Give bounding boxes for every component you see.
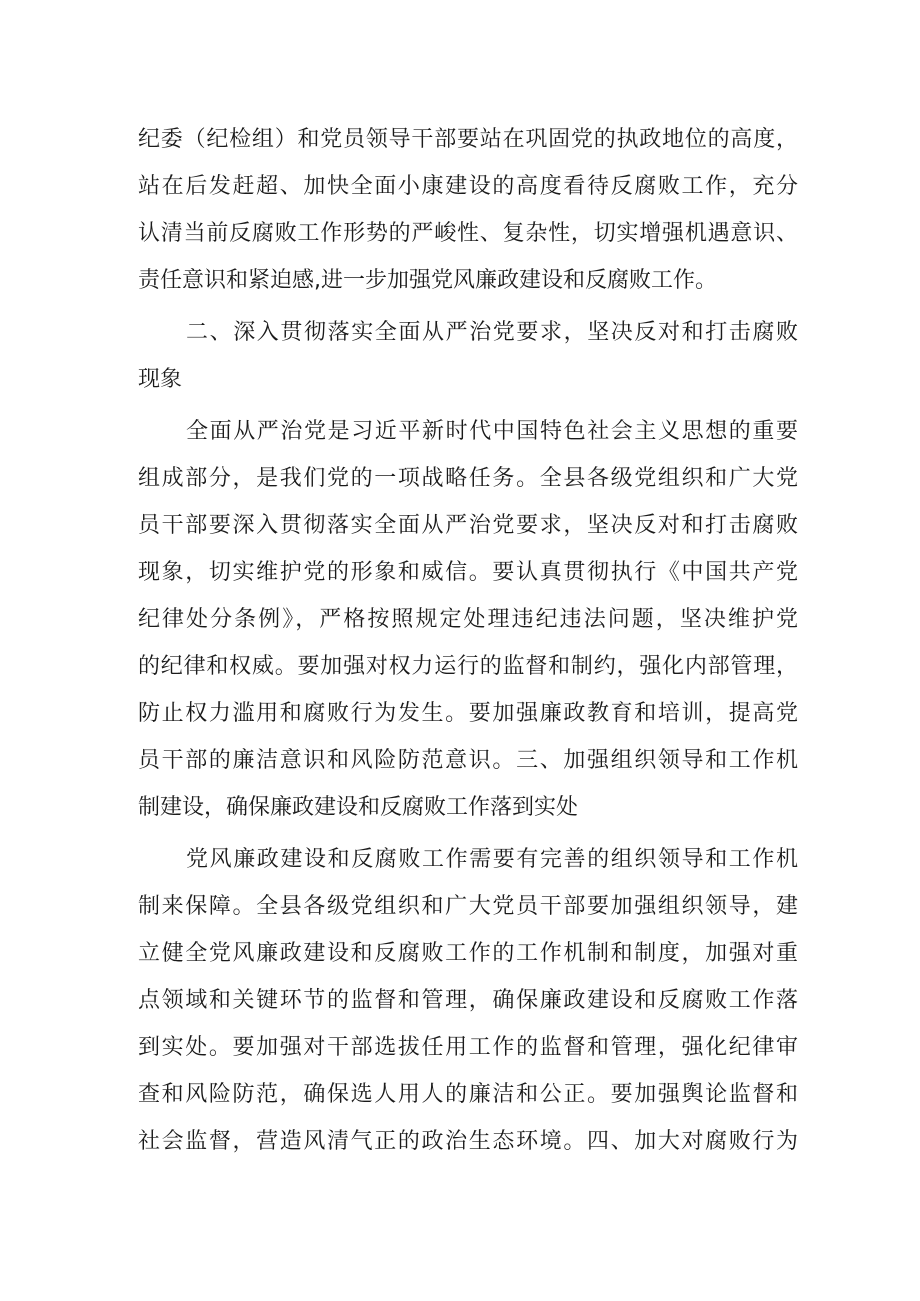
text-line: 的纪律和权威。要加强对权力运行的监督和制约，强化内部管理，	[138, 654, 798, 679]
text-line: 纪律处分条例》，严格按照规定处理违纪违法问题，坚决维护党	[138, 607, 798, 632]
text-line: 纪委（纪检组）和党员领导干部要站在巩固党的执政地位的高度，	[138, 127, 798, 152]
text-line: 制建设，确保廉政建设和反腐败工作落到实处	[138, 795, 579, 820]
text-line: 点领域和关键环节的监督和管理，确保廉政建设和反腐败工作落	[138, 988, 798, 1013]
text-line: 现象，切实维护党的形象和威信。要认真贯彻执行《中国共产党	[138, 560, 798, 585]
text-line: 责任意识和紧迫感,进一步加强党风廉政建设和反腐败工作。	[138, 268, 717, 293]
text-line: 党风廉政建设和反腐败工作需要有完善的组织领导和工作机	[186, 847, 798, 872]
section-heading-line: 现象	[138, 367, 183, 392]
section-heading-line: 二、深入贯彻落实全面从严治党要求，坚决反对和打击腐败	[186, 320, 798, 345]
text-line: 全面从严治党是习近平新时代中国特色社会主义思想的重要	[186, 419, 798, 444]
text-line: 组成部分，是我们党的一项战略任务。全县各级党组织和广大党	[138, 466, 798, 491]
text-line: 立健全党风廉政建设和反腐败工作的工作机制和制度，加强对重	[138, 941, 798, 966]
text-line: 员干部的廉洁意识和风险防范意识。三、加强组织领导和工作机	[138, 748, 798, 773]
text-line: 查和风险防范，确保选人用人的廉洁和公正。要加强舆论监督和	[138, 1082, 798, 1107]
text-line: 防止权力滥用和腐败行为发生。要加强廉政教育和培训，提高党	[138, 701, 798, 726]
text-line: 到实处。要加强对干部选拔任用工作的监督和管理，强化纪律审	[138, 1035, 798, 1060]
text-line: 认清当前反腐败工作形势的严峻性、复杂性，切实增强机遇意识、	[138, 221, 798, 246]
text-line: 员干部要深入贯彻落实全面从严治党要求，坚决反对和打击腐败	[138, 513, 798, 538]
text-line: 站在后发赶超、加快全面小康建设的高度看待反腐败工作，充分	[138, 174, 798, 199]
text-line: 社会监督，营造风清气正的政治生态环境。四、加大对腐败行为	[138, 1129, 798, 1154]
text-line: 制来保障。全县各级党组织和广大党员干部要加强组织领导，建	[138, 894, 798, 919]
